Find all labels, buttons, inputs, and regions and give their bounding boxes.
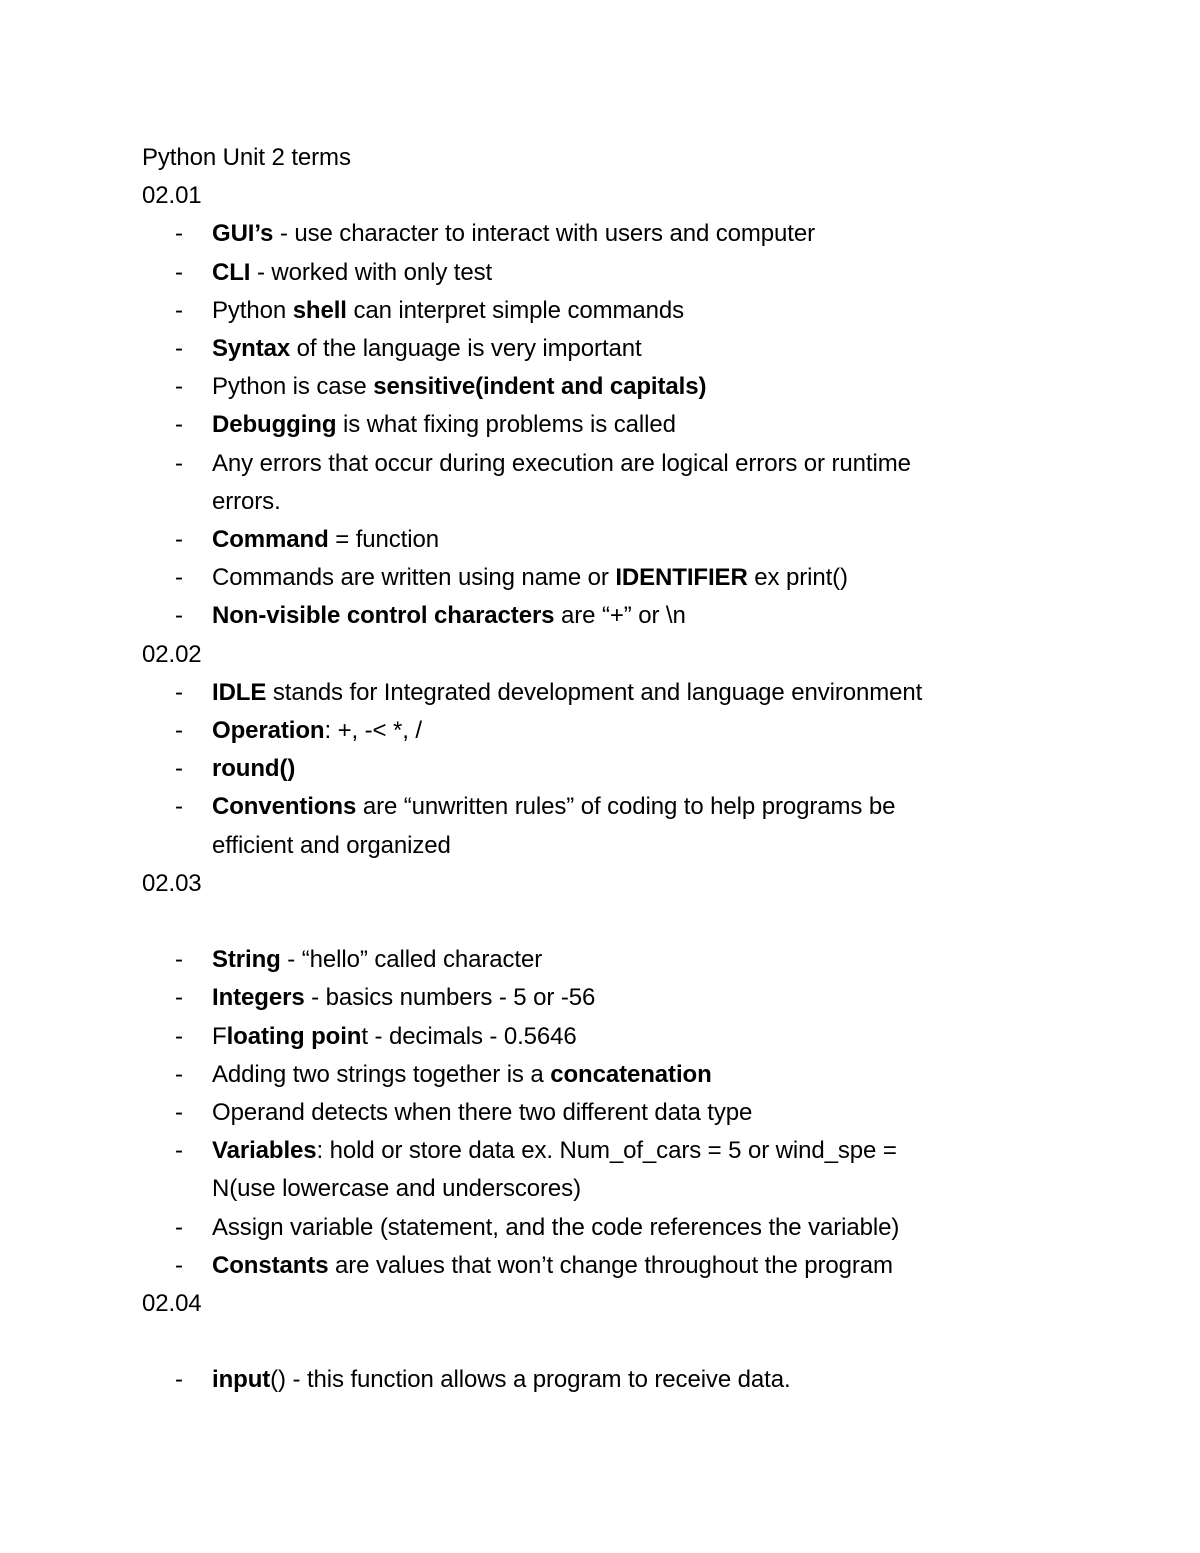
dash-bullet-icon: - [175,946,183,974]
dash-bullet-icon: - [175,449,183,477]
term-text: Python [212,296,293,324]
term-item [142,292,1042,330]
term-text: are “unwritten rules” of coding to help programs be [356,793,896,821]
term-item [142,750,1042,788]
dash-bullet-icon: - [175,1213,183,1241]
term-text: - “hello” called character [280,946,543,974]
term-item [142,521,1042,559]
term-keyword: Command [212,526,329,554]
dash-bullet-icon: - [175,526,183,554]
term-keyword: IDLE [212,678,267,706]
dash-bullet-icon: - [175,793,183,821]
term-text: - worked with only test [250,258,493,286]
term-keyword: IDENTIFIER [615,564,748,592]
term-text: Python is case [212,373,374,401]
term-keyword: concatenation [550,1060,712,1088]
term-keyword: loating poin [226,1022,362,1050]
term-keyword: CLI [212,258,251,286]
term-keyword: Operation [212,717,325,745]
document-body [142,139,1042,1400]
section-heading: 02.03 [142,869,202,897]
term-keyword: GUI’s [212,220,274,248]
term-text: : hold or store data ex. Num_of_cars = 5 or wind_spe = [316,1137,897,1165]
section [142,1285,1042,1400]
document-title: Python Unit 2 terms [142,144,351,171]
term-item [142,406,1042,444]
term-text: - basics numbers - 5 or -56 [304,984,596,1012]
dash-bullet-icon: - [175,220,183,248]
term-keyword: input [212,1366,271,1394]
term-list [142,1361,1042,1399]
term-keyword: Constants [212,1251,329,1279]
dash-bullet-icon: - [175,335,183,363]
dash-bullet-icon: - [175,755,183,783]
term-item [142,330,1042,368]
dash-bullet-icon: - [175,1366,183,1394]
term-item [142,215,1042,253]
term-item [142,254,1042,292]
term-item [142,1056,1042,1094]
section-heading: 02.02 [142,640,202,668]
term-item [142,1132,1042,1208]
term-text: () - this function allows a program to receive data. [270,1366,791,1394]
term-keyword: Syntax [212,335,291,363]
term-keyword: Conventions [212,793,357,821]
term-text: errors. [212,487,281,515]
dash-bullet-icon: - [175,1137,183,1165]
term-item [142,368,1042,406]
term-text: efficient and organized [212,831,451,859]
term-item [142,1209,1042,1247]
term-keyword: Integers [212,984,305,1012]
term-text: Commands are written using name or [212,564,616,592]
term-text: Adding two strings together is a [212,1060,551,1088]
term-text: are “+” or \n [554,602,686,630]
term-text: Assign variable (statement, and the code references the variable) [212,1213,900,1241]
dash-bullet-icon: - [175,411,183,439]
term-text: t - decimals - 0.5646 [361,1022,577,1050]
dash-bullet-icon: - [175,258,183,286]
term-text: are values that won’t change throughout the program [328,1251,893,1279]
term-item [142,674,1042,712]
term-list [142,215,1042,635]
term-keyword: Debugging [212,411,337,439]
term-list [142,941,1042,1285]
dash-bullet-icon: - [175,1099,183,1127]
dash-bullet-icon: - [175,678,183,706]
dash-bullet-icon: - [175,602,183,630]
term-keyword: shell [292,296,347,324]
term-item [142,712,1042,750]
term-text: of the language is very important [290,335,642,363]
term-text: N(use lowercase and underscores) [212,1175,581,1203]
dash-bullet-icon: - [175,1251,183,1279]
section-heading: 02.01 [142,182,202,210]
dash-bullet-icon: - [175,717,183,745]
term-item [142,1018,1042,1056]
term-item [142,941,1042,979]
dash-bullet-icon: - [175,373,183,401]
term-item [142,1247,1042,1285]
term-item [142,597,1042,635]
dash-bullet-icon: - [175,1022,183,1050]
term-text: is what fixing problems is called [336,411,676,439]
blank-line [142,903,1042,941]
term-text: ex print() [747,564,848,592]
term-text: Any errors that occur during execution are logical errors or runtime [212,449,911,477]
term-keyword: sensitive(indent and capitals) [373,373,707,401]
term-text: : +, -< *, / [324,717,422,745]
term-item [142,979,1042,1017]
blank-line [142,1323,1042,1361]
term-keyword: String [212,946,281,974]
term-item [142,559,1042,597]
dash-bullet-icon: - [175,984,183,1012]
term-item [142,1361,1042,1399]
term-keyword: round() [212,755,296,783]
term-text: can interpret simple commands [346,296,685,324]
section-heading: 02.04 [142,1290,202,1318]
term-text: = function [328,526,439,554]
term-keyword: Non-visible control characters [212,602,555,630]
section [142,177,1042,635]
dash-bullet-icon: - [175,296,183,324]
dash-bullet-icon: - [175,564,183,592]
dash-bullet-icon: - [175,1060,183,1088]
term-list [142,674,1042,865]
term-text: Operand detects when there two different data type [212,1099,753,1127]
term-keyword: Variables [212,1137,317,1165]
term-text: - use character to interact with users and computer [273,220,816,248]
term-text: stands for Integrated development and language environment [266,678,923,706]
term-item [142,1094,1042,1132]
term-item [142,788,1042,864]
section [142,636,1042,865]
sections-container [142,177,1042,1399]
term-item [142,445,1042,521]
section [142,865,1042,1285]
term-text: F [212,1022,227,1050]
